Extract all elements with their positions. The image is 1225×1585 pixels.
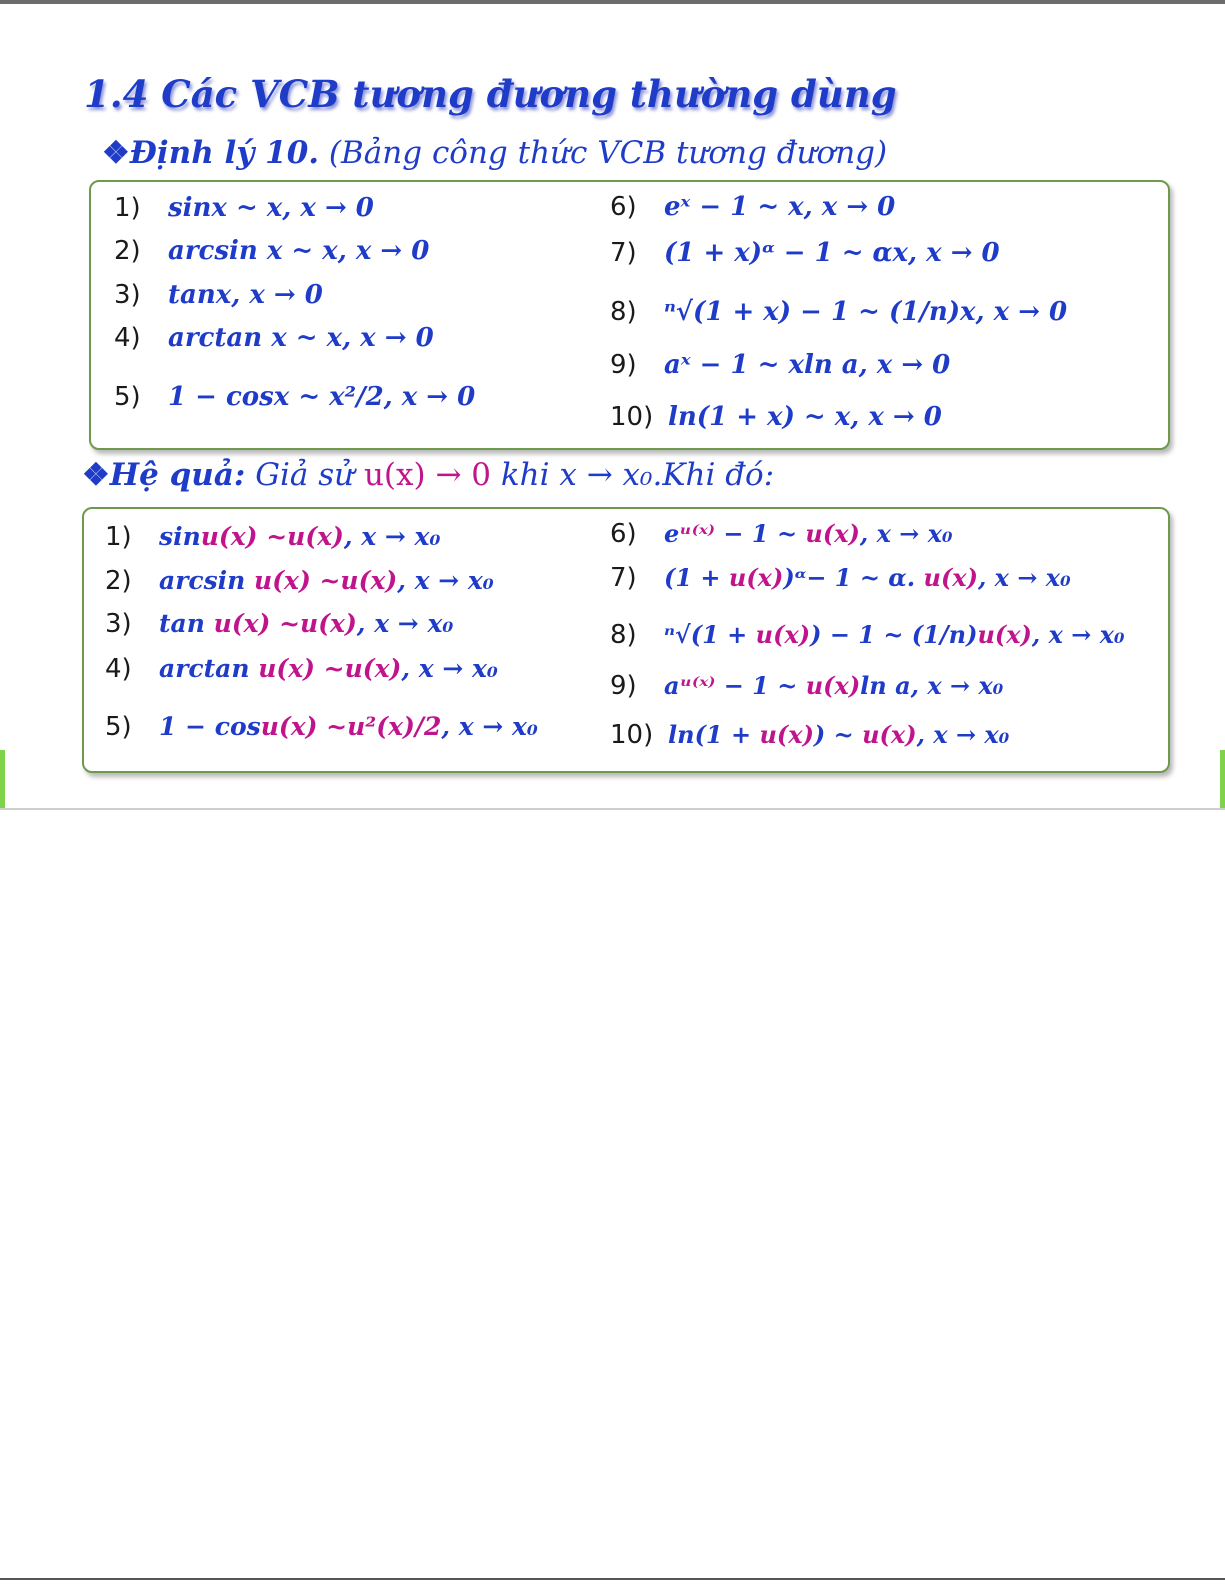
formula-u-part: u(x) ~u(x) [254, 566, 398, 595]
formula-number: 6) [610, 519, 637, 549]
bullet-icon: ❖ [82, 457, 110, 493]
formula: tanx, x → 0 [168, 280, 323, 310]
formula-number: 8) [610, 297, 637, 327]
formula-part: a [664, 671, 680, 700]
formula-part: ⁿ√(1 + [664, 620, 756, 649]
formula-u-part: u(x) ~u(x) [200, 522, 344, 551]
formula-part: tan [159, 609, 214, 638]
corollary-row-10 [610, 720, 1009, 750]
corollary-row-4 [105, 654, 498, 684]
formula-part: , x → x₀ [916, 720, 1010, 749]
formula-part: 1 − cos [159, 712, 261, 741]
formula-number: 8) [610, 620, 637, 650]
slide-bottom-border [0, 808, 1225, 810]
formula-number: 5) [114, 382, 141, 412]
formula-part: sin [159, 522, 201, 551]
formula: arcsin x ~ x, x → 0 [168, 236, 430, 266]
formula-part: , x → x₀ [356, 609, 454, 638]
formula-row-2 [114, 236, 429, 266]
formula-part: )ᵅ− 1 ~ α. [783, 563, 924, 592]
formula-row-8 [610, 297, 1067, 327]
formula-number: 9) [610, 671, 637, 701]
corollary-row-6 [610, 519, 953, 549]
formula-part: ) ~ [813, 720, 863, 749]
formula-number: 7) [610, 563, 637, 593]
formula: (1 + x)ᵅ − 1 ~ αx, x → 0 [664, 238, 1000, 268]
formula-number: 3) [114, 280, 141, 310]
corollary-row-2 [105, 566, 494, 596]
formula-part: , x → x₀ [441, 712, 538, 741]
formula-part: , x → x₀ [977, 563, 1071, 592]
formula-part: , x → x₀ [859, 519, 953, 548]
formula-number: 4) [114, 323, 141, 353]
formula-u-part: u(x) [728, 563, 784, 592]
formula-u-part: u(x) [759, 720, 814, 749]
formula-number: 10) [610, 402, 654, 432]
corollary-row-3 [105, 609, 453, 639]
corollary-condition: u(x) → 0 [363, 457, 492, 493]
corollary-text-tail: khi x → x₀.Khi đó: [500, 457, 775, 493]
slide-edge-left [0, 750, 5, 808]
formula-part: , x → x₀ [1031, 620, 1125, 649]
theorem-label: Định lý 10. [129, 135, 320, 171]
theorem-description: (Bảng công thức VCB tương đương) [328, 135, 888, 171]
formula-part: ln(1 + [668, 720, 760, 749]
formula-row-5 [114, 382, 475, 412]
corollary-row-1 [105, 522, 440, 552]
formula-part: , x → x₀ [401, 654, 498, 683]
formula-part: , x → x₀ [397, 566, 494, 595]
formula-number: 3) [105, 609, 132, 639]
corollary-text: Giả sử [255, 457, 355, 493]
formula-u-part: u(x) [923, 563, 978, 592]
formula-part: ln a, x → x₀ [860, 671, 1004, 700]
page-title: 1.4 Các VCB tương đương thường dùng [84, 72, 897, 116]
formula-part: arcsin [159, 566, 255, 595]
formula-u-part: ᵘ⁽ˣ⁾ [679, 671, 716, 700]
formula-u-part: u(x) ~u²(x)/2 [260, 712, 442, 741]
formula-u-part: u(x) [805, 519, 860, 548]
formula-part: e [664, 519, 680, 548]
formula-number: 1) [114, 193, 141, 223]
formula-number: 7) [610, 238, 637, 268]
formula-u-part: u(x) ~u(x) [258, 654, 402, 683]
formula-number: 2) [114, 236, 141, 266]
formula-number: 9) [610, 350, 637, 380]
bullet-icon: ❖ [102, 135, 130, 171]
formula-row-4 [114, 323, 434, 353]
theorem-heading [102, 135, 887, 171]
formula-u-part: ᵘ⁽ˣ⁾ [679, 519, 716, 548]
formula: ln(1 + x) ~ x, x → 0 [668, 402, 942, 432]
formula-row-3 [114, 280, 323, 310]
formula-u-part: u(x) [862, 720, 917, 749]
formula-part: − 1 ~ [715, 671, 806, 700]
formula-row-6 [610, 192, 895, 222]
formula-part: − 1 ~ [715, 519, 806, 548]
formula-number: 10) [610, 720, 654, 750]
formula: arctan x ~ x, x → 0 [168, 323, 434, 353]
formula: 1 − cosx ~ x²/2, x → 0 [168, 382, 476, 412]
corollary-row-7 [610, 563, 1071, 593]
corollary-row-5 [105, 712, 538, 742]
formula-row-9 [610, 350, 950, 380]
corollary-heading [82, 457, 774, 493]
formula-u-part: u(x) [755, 620, 811, 649]
slide-edge-right [1220, 750, 1225, 808]
formula-part: (1 + [664, 563, 729, 592]
formula-number: 2) [105, 566, 132, 596]
formula-number: 1) [105, 522, 132, 552]
corollary-label: Hệ quả: [109, 457, 246, 493]
formula-part: ) − 1 ~ (1/n) [810, 620, 978, 649]
formula: sinx ~ x, x → 0 [168, 193, 374, 223]
formula-u-part: u(x) [805, 671, 861, 700]
formula-row-1 [114, 193, 374, 223]
formula-part: , x → x₀ [343, 522, 441, 551]
corollary-row-9 [610, 671, 1003, 701]
page-bottom-border [0, 1578, 1225, 1580]
formula-number: 6) [610, 192, 637, 222]
formula-number: 5) [105, 712, 132, 742]
corollary-row-8 [610, 620, 1125, 650]
formula: aˣ − 1 ~ xln a, x → 0 [664, 350, 951, 380]
top-border [0, 0, 1225, 4]
formula: ⁿ√(1 + x) − 1 ~ (1/n)x, x → 0 [664, 297, 1068, 327]
formula-number: 4) [105, 654, 132, 684]
formula-row-7 [610, 238, 1000, 268]
formula-row-10 [610, 402, 942, 432]
formula-part: arctan [159, 654, 259, 683]
formula-u-part: u(x) ~u(x) [213, 609, 357, 638]
formula: eˣ − 1 ~ x, x → 0 [664, 192, 896, 222]
formula-u-part: u(x) [977, 620, 1032, 649]
